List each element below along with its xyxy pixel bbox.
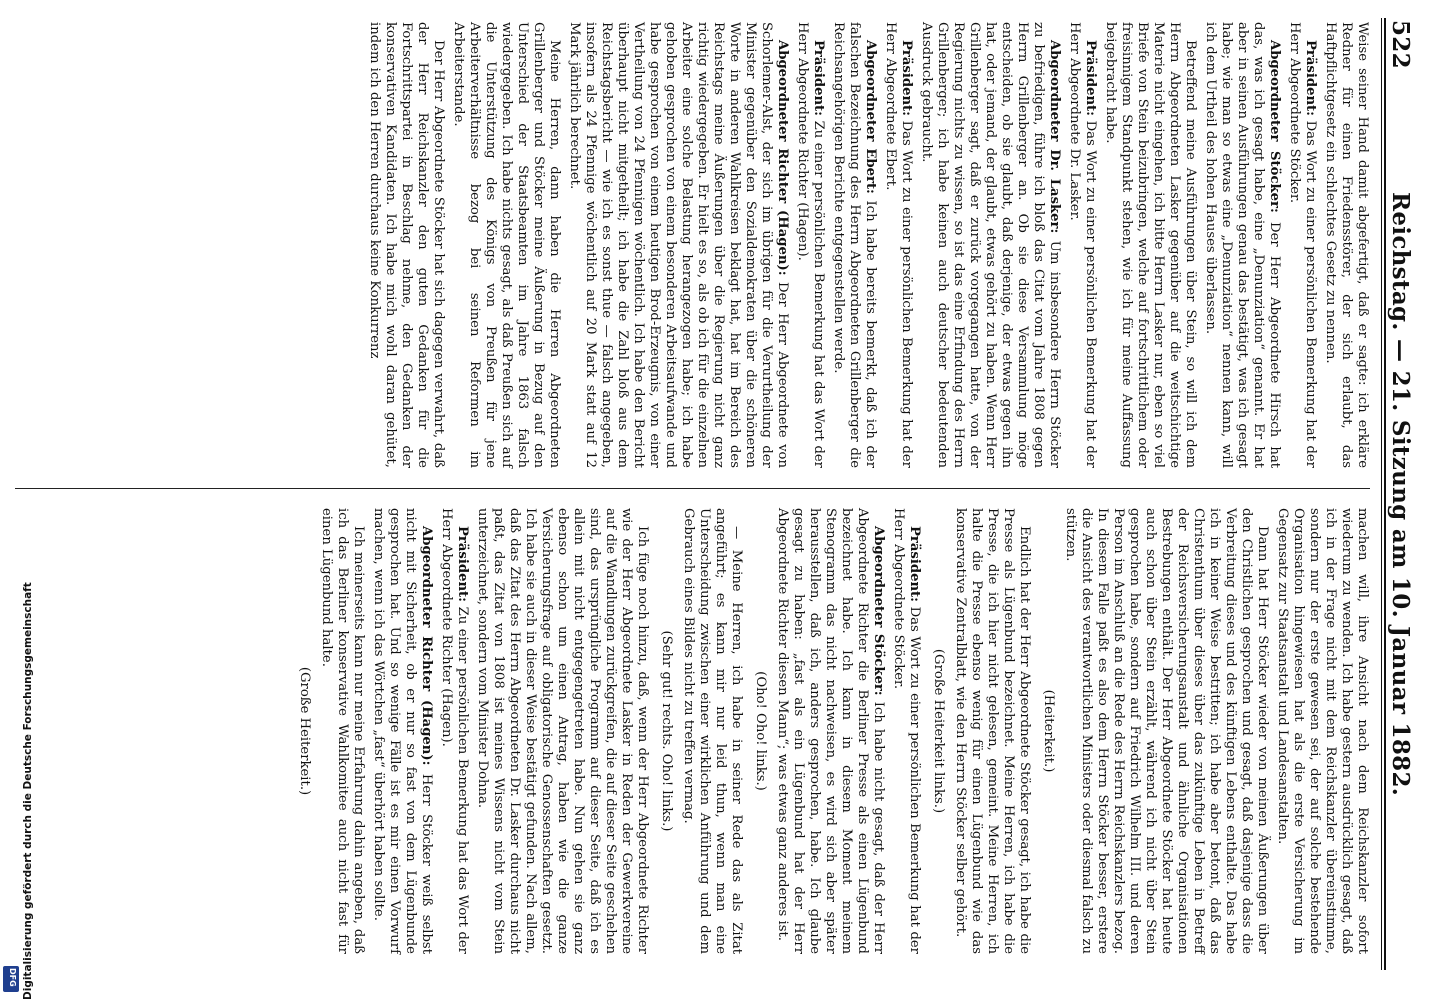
speech-text: Das Wort zu einer persönlichen Bemerkung hat der Herr Abgeordnete Dr. Lasker.	[1067, 22, 1098, 468]
header-rule	[1384, 18, 1386, 970]
digitization-credit: Digitalisierung gefördert durch die Deutsche Forschungsgemeinschaft	[22, 582, 34, 1000]
speech-text: Das Wort zu einer persönlichen Bemerkung hat der Herr Abgeordnete Ebert.	[883, 22, 914, 468]
paragraph: Der Herr Abgeordnete Stöcker hat sich dagegen verwahrt, daß der Herr Reichskanzler den guten Gedanken für die Fortschrittspartei in Beschlag nehme, den Gedanken der konservativen Kandidaten. Ich habe mich wohl daran gehütet, indem ich den Herren durchaus keine Konkurrenz	[367, 22, 446, 468]
speech-paragraph	[774, 508, 886, 954]
speech-text: Zu einer persönlichen Bemerkung hat das Wort der Herr Abgeordnete Richter (Hagen).	[795, 22, 826, 468]
speaker-name: Präsident:	[811, 40, 826, 117]
column-divider	[15, 488, 1370, 489]
speech-text: Das Wort zu einer persönlichen Bemerkung hat der Herr Abgeordnete Stöcker.	[1287, 22, 1318, 468]
paragraph: Meine Herren, dann haben die Herren Abgeordneten Grillenberger und Stöcker meine Äußerung in Bezug auf den Unterschied der Staatsbeamten im Jahre 1863 falsch wiedergegeben. Ich habe nichts gesagt, als daß Preußen sich auf die Unterstützung des Königs von Preußen für jene Arbeiterverhältnisse bezog bei seinen Reformen im Arbeiterstande.	[451, 22, 562, 468]
speech-paragraph	[1286, 22, 1318, 468]
speech-text: Um insbesondere Herrn Stöcker zu befriedigen, führe ich bloß das Citat vom Jahre 1808 gegen Herrn Grillenberger an. Ob sie diese Versammlung möge entscheiden, ob sie glaubt, daß derjenige, der etwas gegen ihn hat, oder jemand, der glaubt, etwas gehört zu haben. Wenn Herr Grillenberger sagt, daß er zurück vorgegangen hatte, von der Regierung nichts zu wissen, so ist das eine Erfindung des Herrn Grillenberger; ich habe keinen auch deutscher bedeutenden Ausdruck gebraucht.	[919, 22, 1062, 468]
stage-direction: (Große Heiterkeit links.)	[931, 648, 946, 814]
header-rule-thin	[1381, 18, 1382, 970]
stage-direction: (Heiterkeit.)	[1041, 689, 1056, 773]
stage-direction: (Sehr gut! rechts. Oho! links.)	[659, 630, 674, 832]
page-number: 522	[1387, 20, 1414, 69]
paragraph: Ich füge noch hinzu, daß, wenn der Herr Abgeordnete Richter wie der Herr Abgeordnete Lasker in Reden der Gewerkvereine auf die Wandlungen zurückgreifen, die auf dieser Seite geschehen sind, das ursprüngliche Programm auf dieser Seite, daß ich es allein mit nicht entgegengetreten habe. Nun gehen sie ganz ebenso schon um einen Antrag, haben wie die ganze Versicherungsfrage auf obligatorische Genossenschaften gesetzt. Ich habe sie auch in dieser Weise bestätigt gefunden. Nach allem, daß das Zitat des Herrn Abgeordneten Dr. Lasker durchaus nicht paßt, das Zitat von 1808 ist meines Wissens nicht vom Stein unterzeichnet, sondern vom Minister Dohna.	[475, 508, 650, 954]
stage-direction: (Große Heiterkeit.)	[297, 666, 312, 796]
speaker-name: Präsident:	[1303, 40, 1318, 117]
speech-paragraph	[830, 22, 878, 468]
paragraph: Betreffend meine Ausführungen über Stein, so will ich dem Herrn Abgeordneten Lasker gegenüber auf die weitschichtige Materie nicht eingehen, ich bitte Herrn Lasker nur, eben so viel Briefe von Stein beizubringen, welche auf fortschrittlichem oder freisinnigem Standpunkt stehen, wie ich für meine Auffassung beigebracht habe.	[1103, 22, 1198, 468]
speaker-name: Präsident:	[455, 526, 470, 603]
left-column	[0, 22, 1370, 468]
speaker-name: Präsident:	[899, 40, 914, 117]
speech-paragraph	[566, 22, 790, 468]
paragraph: Dann hat Herr Stöcker wieder von meinen Äußerungen über den Christlichen gesprochen und gesagt, daß dasjenige dass die Verbreitung dieses und des künftigen Lebens enthalte. Das habe ich in keiner Weise bestritten; ich habe aber betont, daß das Christenthum über dieses über das zukünftige Leben in Betreff der Reichsversicherungsanstalt und ähnliche Organisationen Bestrebungen enthält. Der Herr Abgeordnete Stöcker hat heute auch schon über Stein erzählt, während ich nicht über Stein gesprochen habe, sondern auf Friedrich Wilhelm III. und deren Person im Anschluß an die Rede des Herrn Reichskanzlers bezog. In diesem Falle paßt es also dem Herrn Stöcker besser, erstere die Ansicht des verantwortlichen Ministers oder diesmal falsch zu stützen.	[1063, 508, 1270, 954]
dfg-logo-text: DFG	[8, 968, 17, 987]
speech-paragraph	[438, 508, 470, 954]
speaker-name: Abgeordneter Stöcker:	[871, 526, 886, 696]
stage-direction: (Oho! Oho! links.)	[753, 671, 768, 791]
speech-text: Herr Stöcker weiß selbst nicht mit Sicherheit, ob er nur so fast von dem Lügenbunde gesprochen hat. Und so wenige Fälle ist es mir einen Vorwurf machen, wenn ich das Wörtchen „fast“ überhört haben sollte.	[371, 508, 434, 954]
speaker-name: Abgeordneter Ebert:	[863, 40, 878, 194]
paragraph: — Meine Herren, ich habe in seiner Rede das als Zitat angeführt; es kann mir nur leid thun, wenn man eine Unterscheidung zwischen einer wirklichen Anführung und dem Gebrauch eines Bildes nicht zu treffen vermag.	[681, 508, 744, 954]
page-header	[1384, 20, 1414, 968]
speaker-name: Abgeordneter Richter (Hagen):	[775, 40, 790, 276]
speech-text: Der Herr Abgeordnete Hirsch hat das, was ich gesagt habe, eine „Denunziation“ genannt. Er hat aber in seinen Ausführungen genau das bestätigt, was ich gesagt habe; wie man so etwas eine „Denunziation“ nennen kann, will ich dem Urtheil des hohen Hauses überlassen.	[1203, 22, 1282, 468]
speech-paragraph	[918, 22, 1062, 468]
paragraph: Weise seiner Hand damit abgefertigt, daß er sagte: ich erkläre Redner für einen Friedensstörer, der sich erlaubt, das Haftpflichtgesetz ein schlechtes Gesetz zu nennen.	[1323, 22, 1370, 468]
speech-text: Ich habe bereits bemerkt, daß ich der falschen Bezeichnung des Herrn Abgeordneten Grillenberger die Reichsangehörigen Berichte entgegenstellen werde.	[831, 22, 878, 468]
speech-paragraph	[1066, 22, 1098, 468]
speech-paragraph	[882, 22, 914, 468]
speaker-name: Abgeordneter Stöcker:	[1267, 40, 1282, 213]
dfg-logo	[3, 966, 19, 992]
right-column	[0, 508, 1370, 954]
speaker-name: Präsident:	[907, 526, 922, 603]
speech-paragraph	[794, 22, 826, 468]
speech-text: Ich habe nicht gesagt, daß der Herr Abgeordnete Richter die Berliner Presse als einen Lügenbund bezeichnet habe. Ich kann in diesem Moment meinem Stenogramm das nicht nachweisen, es wird sich aber später herausstellen, daß ich, anders gesprochen, habe. Ich glaube gesagt zu haben: „fast als ein Lügenbund hat der Herr Abgeordnete Richter diesen Mann“; was etwas ganz anderes ist.	[775, 508, 886, 954]
speech-paragraph	[890, 508, 922, 954]
paragraph: Endlich hat der Herr Abgeordnete Stöcker gesagt, ich habe die Presse als Lügenbund bezeichnet. Meine Herren, ich habe die Presse, die ich hier nicht gelesen, gemeint. Meine Herren, ich halte die Presse ebenso wenig für einen Lügenbund wie das konservative Zentralblatt, wie den Herrn Stöcker selber gehört.	[953, 508, 1032, 954]
paragraph: Ich meinerseits kann nur meine Erfahrung dahin angeben, daß ich das Berliner konservative Wahlkomitee auch nicht fast für einen Lügenbund halte.	[319, 508, 366, 954]
speaker-name: Abgeordneter Richter (Hagen):	[419, 526, 434, 766]
paragraph: machen will, ihre Ansicht nach dem Reichskanzler sofort wiederum zu wenden. Ich habe gestern ausdrücklich gesagt, daß ich in der Frage nicht mit dem Reichskanzler übereinstimme, sondern nur der erste gewesen sei, der auf solche bestehende Organisation hingewiesen hat als die erste Versicherung im Gegensatz zur Staatsanstalt und Landesanstalten.	[1275, 508, 1370, 954]
speech-text: Zu einer persönlichen Bemerkung hat das Wort der Herr Abgeordnete Richter (Hagen).	[439, 508, 470, 954]
speech-paragraph	[1202, 22, 1282, 468]
speaker-name: Abgeordneter Dr. Lasker:	[1047, 40, 1062, 234]
speech-text: Der Herr Abgeordnete von Schorlemer-Alst, der sich im übrigen für die Verurtheilung der Minister gegenüber den Sozialdemokraten über die schöneren Worte in anderen Wahlkreisen beklagt hat, hat im Bereich des Reichstags meine Äußerungen über die Regierung nicht ganz richtig wiedergegeben. Er hielt es so, als ob ich für die einzelnen Arbeiter eine solche Belastung herangezogen habe; ich habe gehoben gesprochen von einem besonderen Arbeitsaufwande und habe gesprochen von einem heutigen Brod-Erzeugnis, von einer Vertheilung von 24 Pfennigen wöchentlich. Ich habe den Bericht überhaupt nicht mitgetheilt; ich habe die Zahl bloß aus dem Reichstagsbericht — wie ich es sonst thue — falsch angegeben, insofern als 24 Pfennige wöchentlich auf 20 Mark statt auf 12 Mark jährlich berechnet.	[567, 22, 790, 468]
page-title: Reichstag. — 21. Sitzung am 10. Januar 1882.	[1387, 191, 1414, 797]
digitization-footer	[0, 0, 34, 1000]
speech-text: Das Wort zu einer persönlichen Bemerkung hat der Herr Abgeordnete Stöcker.	[891, 508, 922, 954]
speech-paragraph	[370, 508, 434, 954]
speaker-name: Präsident:	[1083, 40, 1098, 117]
